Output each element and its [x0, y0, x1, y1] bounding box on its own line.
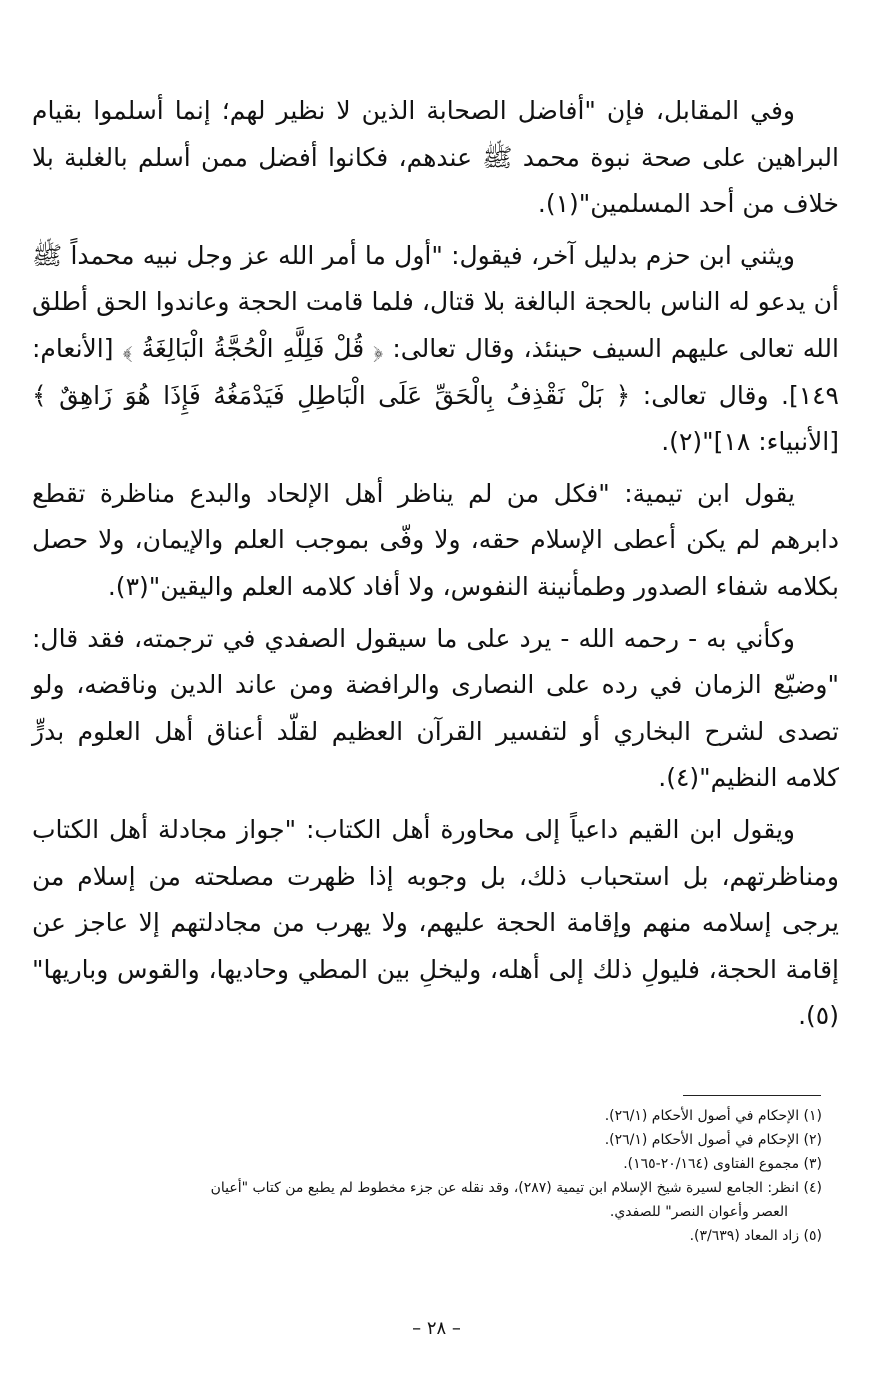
- paragraph: ويقول ابن القيم داعياً إلى محاورة أهل الكتاب: "جواز مجادلة أهل الكتاب ومناظرتهم، بل استحباب ذلك، بل وجوبه إذا ظهرت مصلحته من إسلام من يرجى إسلامه منهم وإقامة الحجة عليهم، ولا يهرب من مجادلتهم إلا عاجز عن إقامة الحجة، فليولِ ذلك إلى أهله، وليخلِ بين المطي وحاديها، والقوس وباريها"(٥).: [32, 814, 839, 1031]
- paragraph: وفي المقابل، فإن "أفاضل الصحابة الذين لا نظير لهم؛ إنما أسلموا بقيام البراهين على صحة نبوة محمد ﷺ عندهم، فكانوا أفضل ممن أسلم بالغلبة بلا خلاف من أحد المسلمين"(١).: [32, 96, 839, 219]
- footnote: (٣) مجموع الفتاوى (٢٠/١٦٤-١٦٥).: [623, 1156, 822, 1172]
- footnote-separator: [683, 1095, 821, 1096]
- page-number: – ٢٨ –: [412, 1318, 461, 1339]
- footnote: (٢) الإحكام في أصول الأحكام (٢٦/١).: [604, 1132, 822, 1148]
- paragraph: ويثني ابن حزم بدليل آخر، فيقول: "أول ما أمر الله عز وجل نبيه محمداً ﷺ أن يدعو له الناس بالحجة البالغة بلا قتال، فلما قامت الحجة وعاندوا الحق أطلق الله تعالى عليهم السيف حينئذ، وقال تعالى: ﴿ قُلْ فَلِلَّهِ الْحُجَّةُ الْبَالِغَةُ ﴾ [الأنعام: ١٤٩]. وقال تعالى: ﴿ بَلْ نَقْذِفُ بِالْحَقِّ عَلَى الْبَاطِلِ فَيَدْمَغُهُ فَإِذَا هُوَ زَاهِقٌ ﴾ [الأنبياء: ١٨]"(٢).: [32, 240, 839, 457]
- footnote: (١) الإحكام في أصول الأحكام (٢٦/١).: [604, 1108, 822, 1124]
- paragraph: وكأني به - رحمه الله - يرد على ما سيقول الصفدي في ترجمته، فقد قال: "وضيّع الزمان في رده على النصارى والرافضة ومن عاند الدين وناقضه، ولو تصدى لشرح البخاري أو لتفسير القرآن العظيم لقلّد أعناق أهل العلوم بدرٍّ كلامه النظيم"(٤).: [32, 623, 839, 793]
- footnote: (٤) انظر: الجامع لسيرة شيخ الإسلام ابن تيمية (٢٨٧)، وقد نقله عن جزء مخطوط لم يطبع من كتاب "أعيان: [210, 1180, 822, 1196]
- paragraph: يقول ابن تيمية: "فكل من لم يناظر أهل الإلحاد والبدع مناظرة تقطع دابرهم لم يكن أعطى الإسلام حقه، ولا وفّى بموجب العلم والإيمان، ولا حصل بكلامه شفاء الصدور وطمأنينة النفوس، ولا أفاد كلامه العلم واليقين"(٣).: [32, 478, 839, 601]
- footnote-continuation: العصر وأعوان النصر" للصفدي.: [609, 1204, 788, 1220]
- footnote: (٥) زاد المعاد (٣/٦٣٩).: [689, 1228, 822, 1244]
- main-text: [32, 88, 839, 1045]
- footnotes: [40, 1104, 822, 1248]
